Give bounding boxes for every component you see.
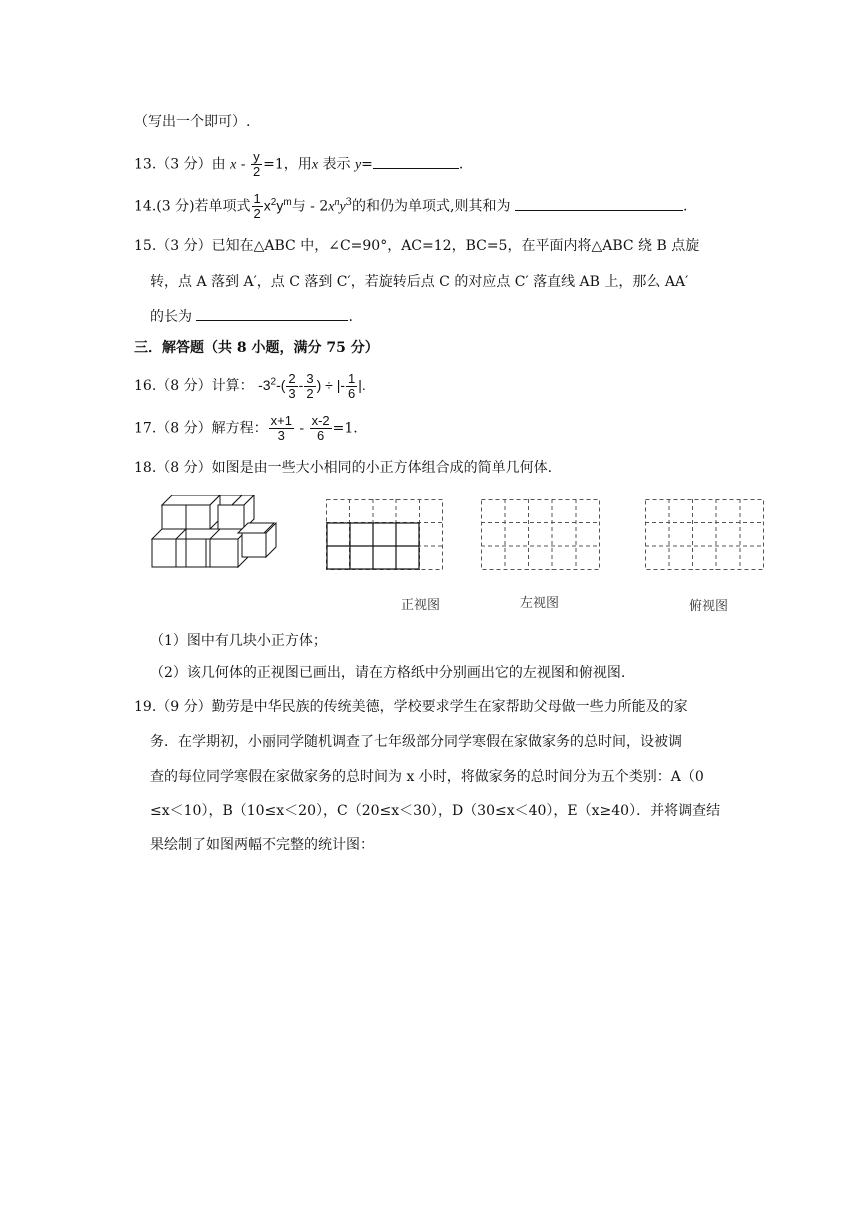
question-18-sub1: （1）图中有几块小正方体； (150, 633, 327, 649)
question-15-line3: 的长为 . (150, 305, 353, 327)
question-19-line5: 果绘制了如图两幅不完整的统计图： (150, 837, 374, 853)
score: （8 分） (156, 420, 212, 437)
score: （3 分） (156, 238, 212, 254)
question-19-line3: 查的每位同学寒假在家做家务的总时间为 x 小时，将做家务的总时间分为五个类别：A（0 (150, 769, 704, 785)
cube-solid-figure (150, 495, 290, 575)
score: （3 分） (156, 156, 212, 173)
answer-blank[interactable] (373, 153, 459, 169)
cube (152, 523, 276, 567)
fraction: $\frac{x-2}{6}$ (311, 413, 330, 443)
question-17: 17.（8 分）解方程： $\frac{x+1}{3}$ - $\frac{x-2}{6}$ =1. (134, 413, 358, 443)
fraction: $\frac{1}{2}$ (253, 191, 261, 221)
answer-blank[interactable] (196, 305, 348, 321)
question-14: 14.(3 分)若单项式 $\frac{1}{2}$ $x^2y^m$与 - $2x^ny^3$的和仍为单项式,则其和为 . (134, 191, 688, 221)
question-number: 16. (134, 378, 157, 395)
cube (162, 495, 254, 529)
question-number: 18. (134, 460, 157, 476)
score: （9 分） (156, 699, 212, 715)
question-number: 14. (134, 198, 157, 215)
score: (3 分) (156, 198, 195, 215)
caption-left-view: 左视图 (520, 595, 560, 610)
fraction: $\frac{x+1}{3}$ (270, 413, 292, 443)
front-view-drawing (327, 523, 419, 569)
question-19: 19.（9 分）勤劳是中华民族的传统美德，学校要求学生在家帮助父母做一些力所能及的家 (134, 699, 688, 715)
question-15: 15.（3 分）已知在△ABC 中，∠C=90°，AC=12，BC=5，在平面内将△ABC 绕 B 点旋 (134, 238, 700, 254)
front-view-grid (326, 499, 444, 571)
question-18-sub2: （2）该几何体的正视图已画出，请在方格纸中分别画出它的左视图和俯视图. (150, 665, 626, 681)
question-number: 17. (134, 420, 157, 437)
answer-blank[interactable] (515, 195, 683, 211)
expression: $-3^2-$( $\frac{2}{3}$ - $\frac{3}{2}$ ) ÷ |- $\frac{1}{6}$ |. (258, 371, 366, 401)
question-number: 13. (134, 156, 157, 173)
top-view-grid (645, 499, 765, 571)
score: （8 分） (156, 460, 212, 476)
caption-top-view: 俯视图 (689, 598, 729, 613)
question-18: 18.（8 分）如图是由一些大小相同的小正方体组合成的简单几何体. (134, 460, 553, 476)
question-19-line2: 务．在学期初，小丽同学随机调查了七年级部分同学寒假在家做家务的总时间，设被调 (150, 734, 682, 750)
question-13: 13.（3 分）由 x - $\frac{y}{2}$ =1，用x 表示 y= . (134, 149, 464, 179)
section-heading: 三．解答题（共 8 小题，满分 75 分） (134, 340, 379, 356)
question-number: 15. (134, 238, 157, 254)
left-view-grid (481, 499, 601, 571)
question-19-line4: ≤x＜10），B（10≤x＜20），C（20≤x＜30），D（30≤x＜40），E（x≥40）．并将调查结 (150, 803, 721, 819)
question-number: 19. (134, 699, 157, 715)
intro-line: （写出一个即可）. (134, 114, 251, 130)
caption-front-view: 正视图 (401, 597, 441, 612)
question-16: 16.（8 分）计算： $-3^2-$( $\frac{2}{3}$ - $\frac{3}{2}$ ) ÷ |- $\frac{1}{6}$ |. (134, 371, 366, 401)
fraction: $\frac{y}{2}$ (252, 149, 261, 179)
question-15-line2: 转，点 A 落到 A′，点 C 落到 C′，若旋转后点 C 的对应点 C′ 落直线 AB 上，那么 AA′ (150, 274, 689, 290)
score: （8 分） (156, 378, 212, 395)
